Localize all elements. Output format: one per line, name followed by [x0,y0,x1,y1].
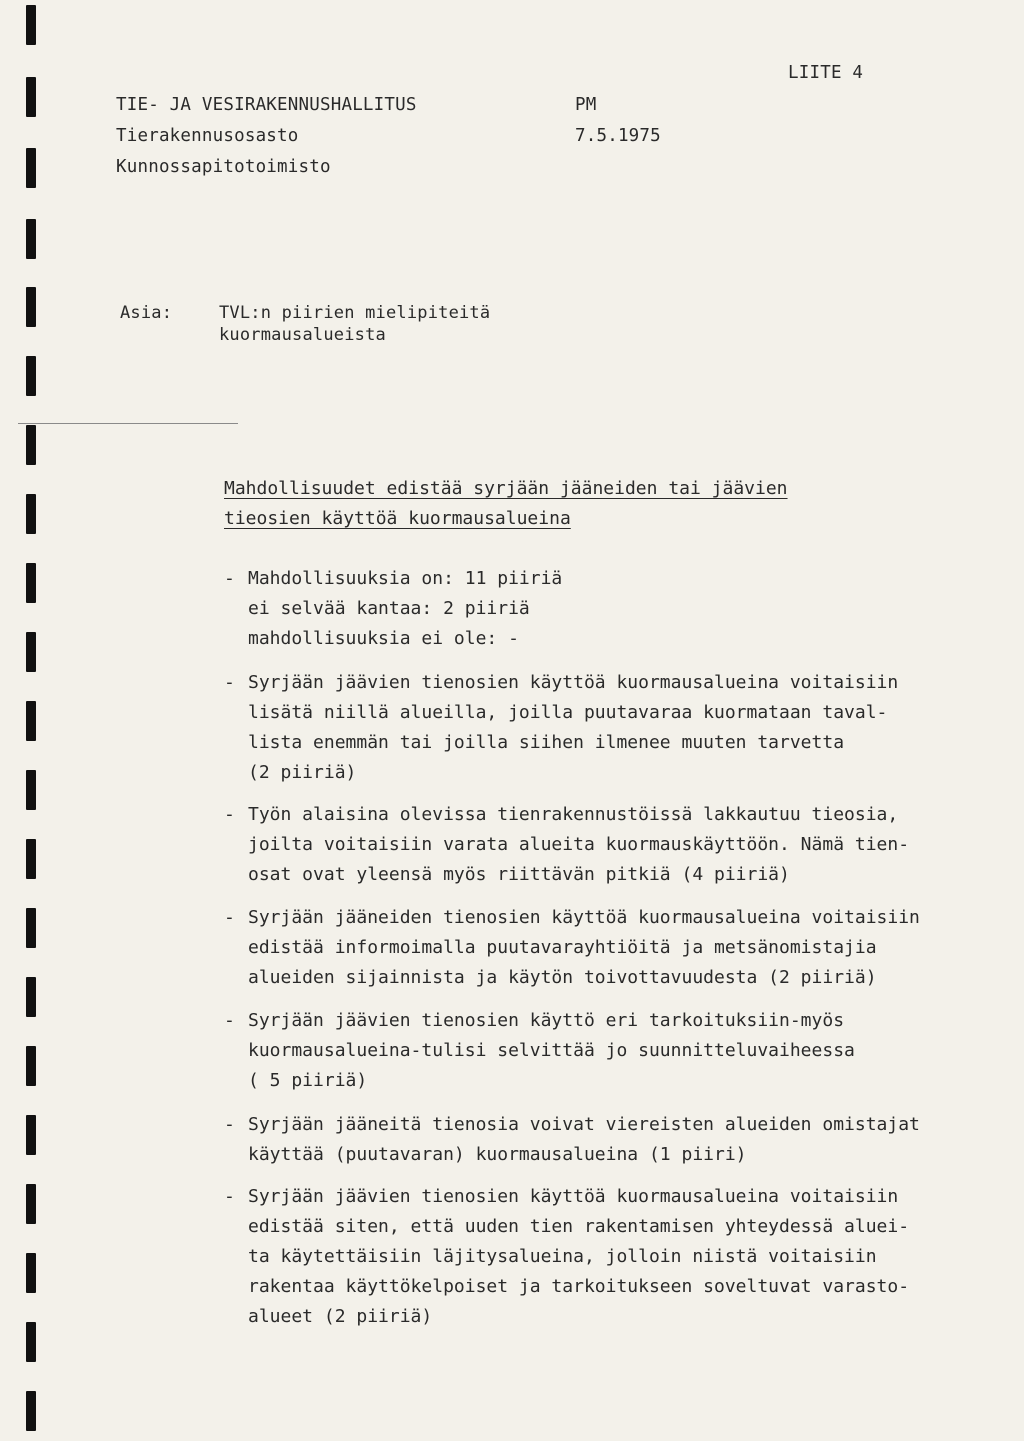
list-item-line: joilta voitaisiin varata alueita kuormauskäyttöön. Nämä tien- [248,834,910,855]
binding-hole [26,632,36,672]
org-office: Kunnossapitotoimisto [116,157,331,177]
subject-line: kuormausalueista [219,325,386,345]
list-item-line: ei selvää kantaa: 2 piiriä [248,598,530,619]
binding-hole [26,1322,36,1362]
binding-hole [26,77,36,117]
binding-hole [26,1115,36,1155]
binding-hole [26,839,36,879]
list-item-line: edistää siten, että uuden tien rakentamisen yhteydessä aluei- [248,1216,910,1237]
list-item-line: Syrjään jäävien tienosien käyttö eri tarkoituksiin-myös [248,1010,845,1031]
binding-hole [26,425,36,465]
binding-hole [26,1184,36,1224]
list-item-line: (2 piiriä) [248,762,357,783]
binding-hole [26,908,36,948]
list-item-line: alueiden sijainnista ja käytön toivottavuudesta (2 piiriä) [248,967,877,988]
binding-hole [26,1391,36,1431]
org-name: TIE- JA VESIRAKENNUSHALLITUS [116,95,417,115]
document-date: 7.5.1975 [575,126,661,146]
binding-hole [26,1046,36,1086]
list-item-line: alueet (2 piiriä) [248,1306,433,1327]
bullet-dash: - [224,568,235,589]
bullet-dash: - [224,804,235,825]
binding-hole [26,5,36,45]
list-item-line: Työn alaisina olevissa tienrakennustöissä lakkautuu tieosia, [248,804,899,825]
list-item-line: lista enemmän tai joilla siihen ilmenee muuten tarvetta [248,732,845,753]
bullet-dash: - [224,907,235,928]
binding-hole [26,148,36,188]
binding-hole [26,701,36,741]
bullet-dash: - [224,672,235,693]
binding-hole [26,287,36,327]
list-item-line: ( 5 piiriä) [248,1070,368,1091]
list-item-line: lisätä niillä alueilla, joilla puutavaraa kuormataan taval- [248,702,888,723]
list-item-line: Syrjään jäävien tienosien käyttöä kuormausalueina voitaisiin [248,672,899,693]
appendix-label: LIITE 4 [788,63,864,83]
bullet-dash: - [224,1010,235,1031]
list-item-line: Mahdollisuuksia on: 11 piiriä [248,568,563,589]
subject-line: TVL:n piirien mielipiteitä [219,303,491,323]
binding-hole [26,1253,36,1293]
list-item-line: Syrjään jäävien tienosien käyttöä kuormausalueina voitaisiin [248,1186,899,1207]
list-item-line: osat ovat yleensä myös riittävän pitkiä (4 piiriä) [248,864,790,885]
binding-hole [26,219,36,259]
bullet-dash: - [224,1186,235,1207]
list-item-line: edistää informoimalla puutavarayhtiöitä ja metsänomistajia [248,937,877,958]
binding-hole [26,356,36,396]
divider-line [18,423,238,424]
subject-label: Asia: [120,303,173,323]
document-type: PM [575,95,597,115]
section-heading-line: tieosien käyttöä kuormausalueina [224,508,571,529]
list-item-line: Syrjään jääneitä tienosia voivat viereisten alueiden omistajat [248,1114,920,1135]
list-item-line: mahdollisuuksia ei ole: - [248,628,519,649]
binding-hole [26,563,36,603]
list-item-line: rakentaa käyttökelpoiset ja tarkoitukseen soveltuvat varasto- [248,1276,910,1297]
list-item-line: kuormausalueina-tulisi selvittää jo suunnitteluvaiheessa [248,1040,855,1061]
list-item-line: ta käytettäisiin läjitysalueina, jolloin niistä voitaisiin [248,1246,877,1267]
list-item-line: käyttää (puutavaran) kuormausalueina (1 piiri) [248,1144,747,1165]
section-heading [224,474,884,534]
org-department: Tierakennusosasto [116,126,299,146]
section-heading-line: Mahdollisuudet edistää syrjään jääneiden tai jäävien [224,478,788,499]
binding-hole [26,494,36,534]
bullet-dash: - [224,1114,235,1135]
binding-hole [26,770,36,810]
binding-hole [26,977,36,1017]
list-item-line: Syrjään jääneiden tienosien käyttöä kuormausalueina voitaisiin [248,907,920,928]
